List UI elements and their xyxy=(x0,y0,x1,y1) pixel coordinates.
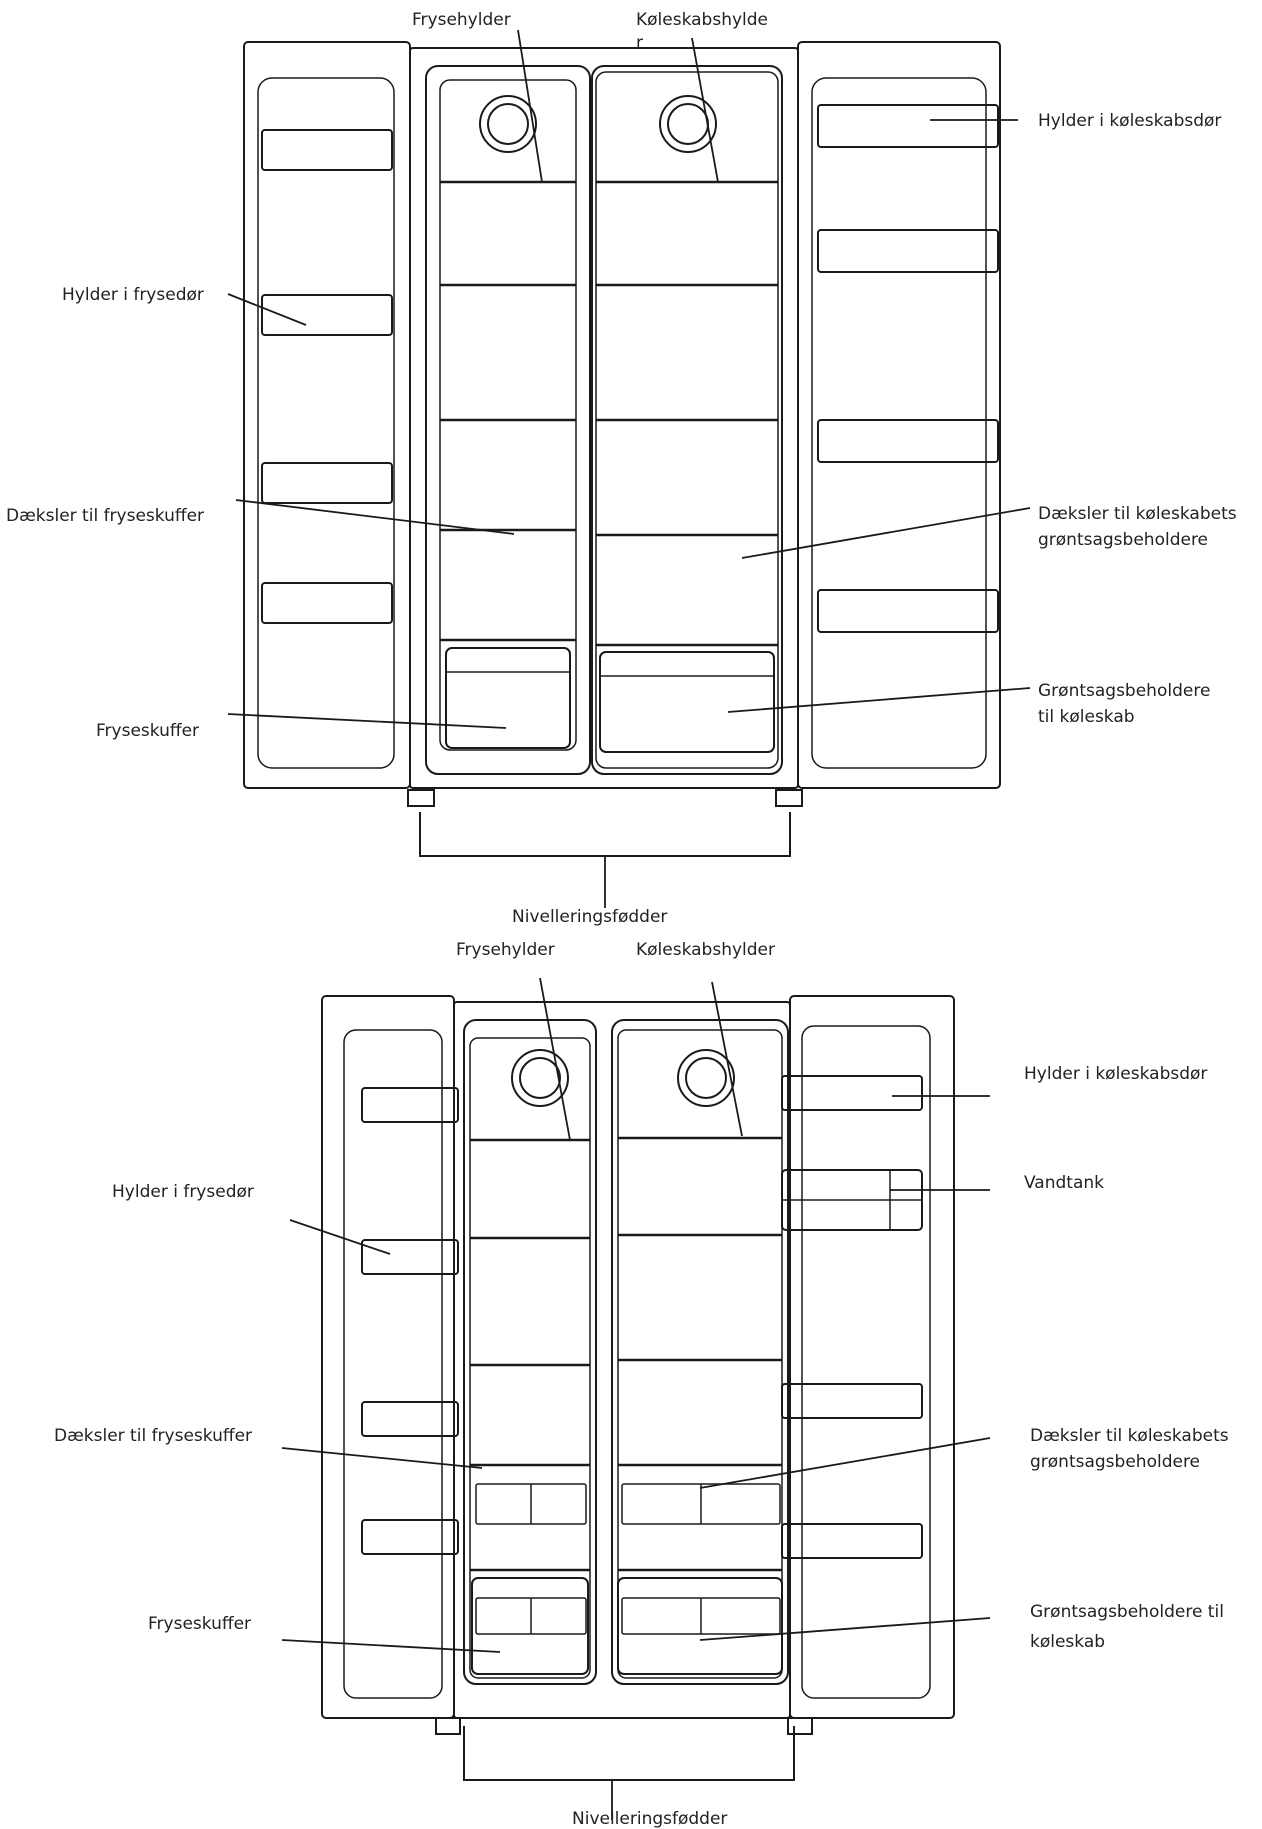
top-label-leveling-feet: Nivelleringsfødder xyxy=(512,907,668,927)
top-fridge-drawing xyxy=(228,30,1030,908)
bottom-freezer-door xyxy=(322,996,454,1718)
bottom-label-fridge-shelves: Køleskabshylder xyxy=(636,940,775,960)
bottom-fridge-shelves xyxy=(618,1138,782,1570)
bottom-freezer-drawer xyxy=(472,1578,588,1674)
top-label-freezer-drawer-covers: Dæksler til fryseskuffer xyxy=(6,506,205,526)
top-label-fridge-door-shelves: Hylder i køleskabsdør xyxy=(1038,111,1222,131)
bottom-fridge-door-shelves xyxy=(782,1076,922,1558)
bottom-label-water-tank: Vandtank xyxy=(1024,1173,1104,1193)
bottom-feet-bracket xyxy=(464,1726,794,1780)
top-left-foot xyxy=(408,790,434,806)
top-right-foot xyxy=(776,790,802,806)
top-freezer-drawer xyxy=(446,648,570,748)
bottom-freezer-door-shelves xyxy=(362,1088,458,1554)
bottom-left-foot xyxy=(436,1718,460,1734)
bottom-label-freezer-drawer-covers: Dæksler til fryseskuffer xyxy=(54,1426,253,1446)
bottom-fridge-compartment xyxy=(612,1020,788,1684)
top-crisper xyxy=(600,652,774,752)
bottom-labels xyxy=(54,940,1229,1829)
top-cabinet xyxy=(410,48,798,788)
top-fridge-door xyxy=(798,42,1000,788)
top-label-crisper-covers-1: Dæksler til køleskabets xyxy=(1038,504,1237,524)
top-freezer-door xyxy=(244,42,410,788)
top-freezer-door-shelves xyxy=(262,130,392,623)
bottom-fridge-drawing xyxy=(282,978,990,1820)
bottom-freezer-shelves xyxy=(470,1140,590,1570)
bottom-label-fridge-door-shelves: Hylder i køleskabsdør xyxy=(1024,1064,1208,1084)
top-label-freezer-drawers: Fryseskuffer xyxy=(96,721,200,741)
top-label-freezer-door-shelves: Hylder i frysedør xyxy=(62,285,204,305)
top-label-fridge-shelves: Køleskabshylde xyxy=(636,10,769,30)
top-fridge-shelves xyxy=(596,182,778,645)
top-label-crispers-1: Grøntsagsbeholdere xyxy=(1038,681,1211,701)
bottom-label-freezer-door-shelves: Hylder i frysedør xyxy=(112,1182,254,1202)
top-labels xyxy=(6,10,1237,927)
bottom-crisper xyxy=(618,1578,782,1674)
bottom-freezer-compartment xyxy=(464,1020,596,1684)
top-freezer-shelves xyxy=(440,182,576,640)
top-feet-bracket xyxy=(420,812,790,856)
bottom-label-crisper-covers-1: Dæksler til køleskabets xyxy=(1030,1426,1229,1446)
bottom-label-crisper-covers-2: grøntsagsbeholdere xyxy=(1030,1452,1201,1472)
top-label-fridge-shelves-wrap: r xyxy=(636,33,643,53)
bottom-water-tank xyxy=(782,1170,922,1230)
top-label-crispers-2: til køleskab xyxy=(1038,707,1135,727)
top-label-freezer-shelves: Frysehylder xyxy=(412,10,511,30)
bottom-label-freezer-drawers: Fryseskuffer xyxy=(148,1614,252,1634)
bottom-label-crispers-2: køleskab xyxy=(1030,1632,1106,1652)
bottom-right-foot xyxy=(788,1718,812,1734)
bottom-callout-lines xyxy=(282,978,990,1820)
top-label-crisper-covers-2: grøntsagsbeholdere xyxy=(1038,530,1209,550)
top-fridge-door-shelves xyxy=(818,105,998,632)
bottom-label-freezer-shelves: Frysehylder xyxy=(456,940,555,960)
bottom-label-crispers-1: Grøntsagsbeholdere til xyxy=(1030,1602,1224,1622)
top-callout-lines xyxy=(228,30,1030,908)
bottom-label-leveling-feet: Nivelleringsfødder xyxy=(572,1809,728,1829)
